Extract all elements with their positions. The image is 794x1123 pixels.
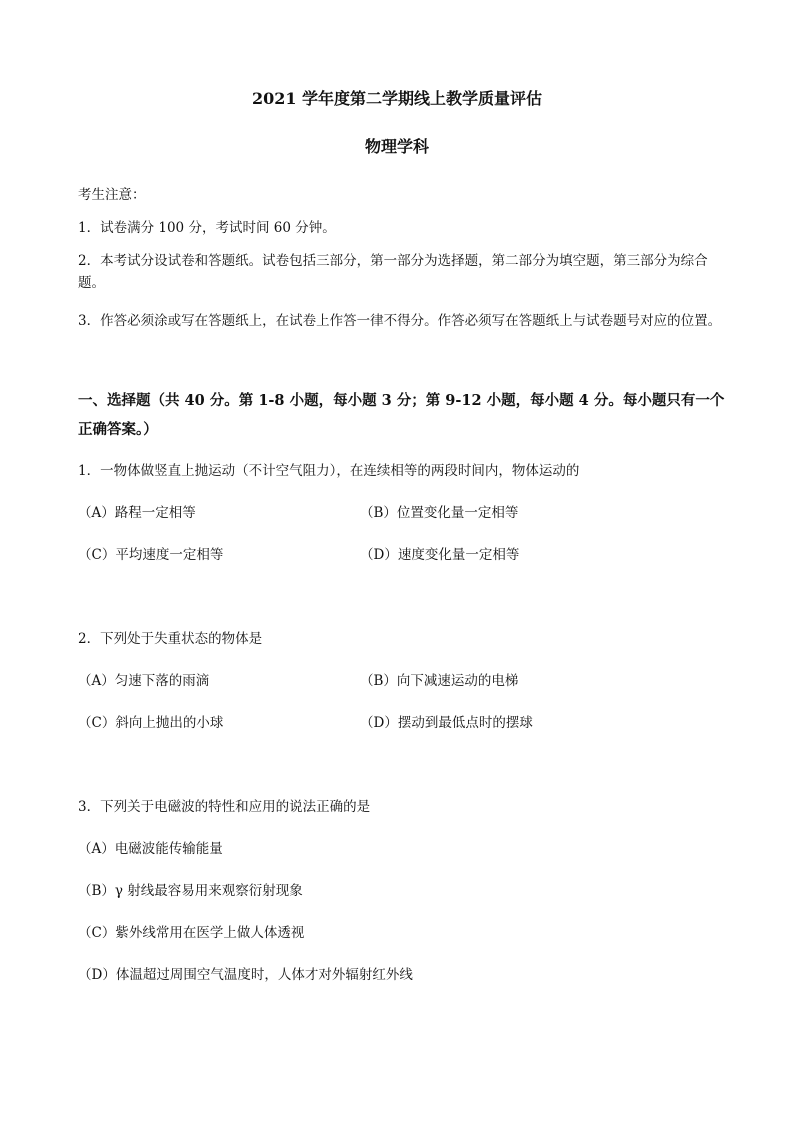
notes-heading: 考生注意： [78,187,146,203]
option-b: （B）向下减速运动的电梯 [360,673,519,689]
option-b: （B）位置变化量一定相等 [360,505,519,521]
option-d: （D）体温超过周围空气温度时，人体才对外辐射红外线 [78,967,413,983]
note-item: 1．试卷满分 100 分，考试时间 60 分钟。 [78,220,336,236]
exam-title: 2021 学年度第二学期线上教学质量评估 [251,89,543,108]
option-d: （D）速度变化量一定相等 [360,547,520,563]
option-c: （C）紫外线常用在医学上做人体透视 [78,925,305,941]
option-b: （B）γ 射线最容易用来观察衍射现象 [78,883,303,899]
question-stem: 2．下列处于失重状态的物体是 [78,631,263,647]
question-stem: 1．一物体做竖直上抛运动（不计空气阻力），在连续相等的两段时间内，物体运动的 [78,463,580,479]
option-a: （A）电磁波能传输能量 [78,841,223,857]
option-a: （A）匀速下落的雨滴 [78,673,210,689]
option-c: （C）平均速度一定相等 [78,547,224,563]
question-stem: 3．下列关于电磁波的特性和应用的说法正确的是 [78,799,371,815]
section-heading: 一、选择题（共 40 分。第 1-8 小题，每小题 3 分；第 9-12 小题，每小题 4 分。每小题只有一个正确答案。） [78,392,725,438]
note-item: 2．本考试分设试卷和答题纸。试卷包括三部分，第一部分为选择题，第二部分为填空题，第三部分为综合题。 [78,253,708,291]
option-a: （A）路程一定相等 [78,505,196,521]
subject-title: 物理学科 [364,137,429,156]
option-d: （D）摆动到最低点时的摆球 [360,715,533,731]
note-item: 3．作答必须涂或写在答题纸上，在试卷上作答一律不得分。作答必须写在答题纸上与试卷题号对应的位置。 [78,313,722,329]
option-c: （C）斜向上抛出的小球 [78,715,224,731]
